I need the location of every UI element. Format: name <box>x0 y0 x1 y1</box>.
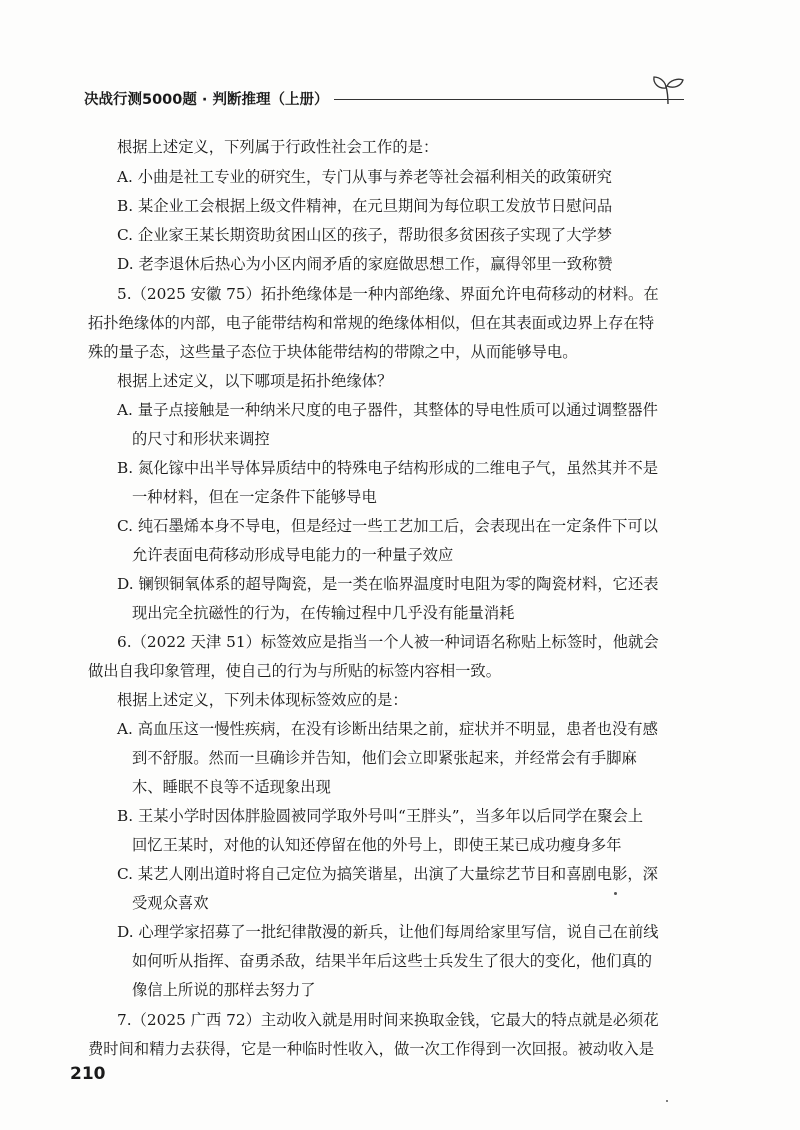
option-d: D. 镧钡铜氧体系的超导陶瓷，是一类在临界温度时电阻为零的陶瓷材料，它还表 <box>117 575 659 593</box>
question-5-text: 拓扑绝缘体的内部，电子能带结构和常规的绝缘体相似，但在其表面或边界上存在特 <box>88 314 654 332</box>
option-a: A. 小曲是社工专业的研究生，专门从事与养老等社会福利相关的政策研究 <box>117 168 612 186</box>
question-5-text: 殊的量子态，这些量子态位于块体能带结构的带隙之中，从而能够导电。 <box>88 343 578 361</box>
question-7-text: 费时间和精力去获得，它是一种临时性收入，做一次工作得到一次回报。被动收入是 <box>88 1040 654 1058</box>
option-a: A. 高血压这一慢性疾病，在没有诊断出结果之前，症状并不明显，患者也没有感 <box>117 720 658 738</box>
scan-speck <box>614 892 617 895</box>
question-stem: 根据上述定义，下列未体现标签效应的是： <box>117 691 408 709</box>
question-5-text: 5.（2025 安徽 75）拓扑绝缘体是一种内部绝缘、界面允许电荷移动的材料。在 <box>117 285 659 303</box>
scan-speck <box>666 1100 668 1102</box>
option-d-continued: 像信上所说的那样去努力了 <box>132 981 316 999</box>
option-d-continued: 现出完全抗磁性的行为，在传输过程中几乎没有能量消耗 <box>132 604 515 622</box>
option-d: D. 老李退休后热心为小区内闹矛盾的家庭做思想工作，赢得邻里一致称赞 <box>117 255 613 273</box>
option-b: B. 氮化镓中出半导体异质结中的特殊电子结构形成的二维电子气，虽然其并不是 <box>117 459 659 477</box>
option-c-continued: 允许表面电荷移动形成导电能力的一种量子效应 <box>132 546 454 564</box>
page-number: 210 <box>70 1064 106 1084</box>
option-a-continued: 到不舒服。然而一旦确诊并告知，他们会立即紧张起来，并经常会有手脚麻 <box>132 749 637 767</box>
option-a-continued: 的尺寸和形状来调控 <box>132 430 270 448</box>
option-d: D. 心理学家招募了一批纪律散漫的新兵，让他们每周给家里写信，说自己在前线 <box>117 923 659 941</box>
option-a-continued: 木、睡眠不良等不适现象出现 <box>132 778 331 796</box>
option-b: B. 王某小学时因体胖脸圆被同学取外号叫“王胖头”，当多年以后同学在聚会上 <box>117 807 644 825</box>
sprout-icon <box>648 74 688 106</box>
option-b: B. 某企业工会根据上级文件精神，在元旦期间为每位职工发放节日慰问品 <box>117 197 613 215</box>
question-7-text: 7.（2025 广西 72）主动收入就是用时间来换取金钱，它最大的特点就是必须花 <box>117 1011 659 1029</box>
option-b-continued: 一种材料，但在一定条件下能够导电 <box>132 488 377 506</box>
option-a: A. 量子点接触是一种纳米尺度的电子器件，其整体的导电性质可以通过调整器件 <box>117 401 658 419</box>
option-c-continued: 受观众喜欢 <box>132 894 209 912</box>
question-stem: 根据上述定义，下列属于行政性社会工作的是： <box>117 138 439 156</box>
option-b-continued: 回忆王某时，对他的认知还停留在他的外号上，即使王某已成功瘦身多年 <box>132 836 622 854</box>
option-c: C. 某艺人刚出道时将自己定位为搞笑谐星，出演了大量综艺节目和喜剧电影，深 <box>117 865 658 883</box>
option-d-continued: 如何听从指挥、奋勇杀敌，结果半年后这些士兵发生了很大的变化，他们真的 <box>132 952 653 970</box>
question-6-text: 6.（2022 天津 51）标签效应是指当一个人被一种词语名称贴上标签时，他就会 <box>117 633 659 651</box>
question-6-text: 做出自我印象管理，使自己的行为与所贴的标签内容相一致。 <box>88 662 502 680</box>
option-c: C. 企业家王某长期资助贫困山区的孩子，帮助很多贫困孩子实现了大学梦 <box>117 226 613 244</box>
book-title: 决战行测5000题 · 判断推理（上册） <box>84 91 329 108</box>
running-header <box>84 86 684 110</box>
header-rule <box>334 99 684 100</box>
option-c: C. 纯石墨烯本身不导电，但是经过一些工艺加工后，会表现出在一定条件下可以 <box>117 517 658 535</box>
question-stem: 根据上述定义，以下哪项是拓扑绝缘体？ <box>117 372 393 390</box>
